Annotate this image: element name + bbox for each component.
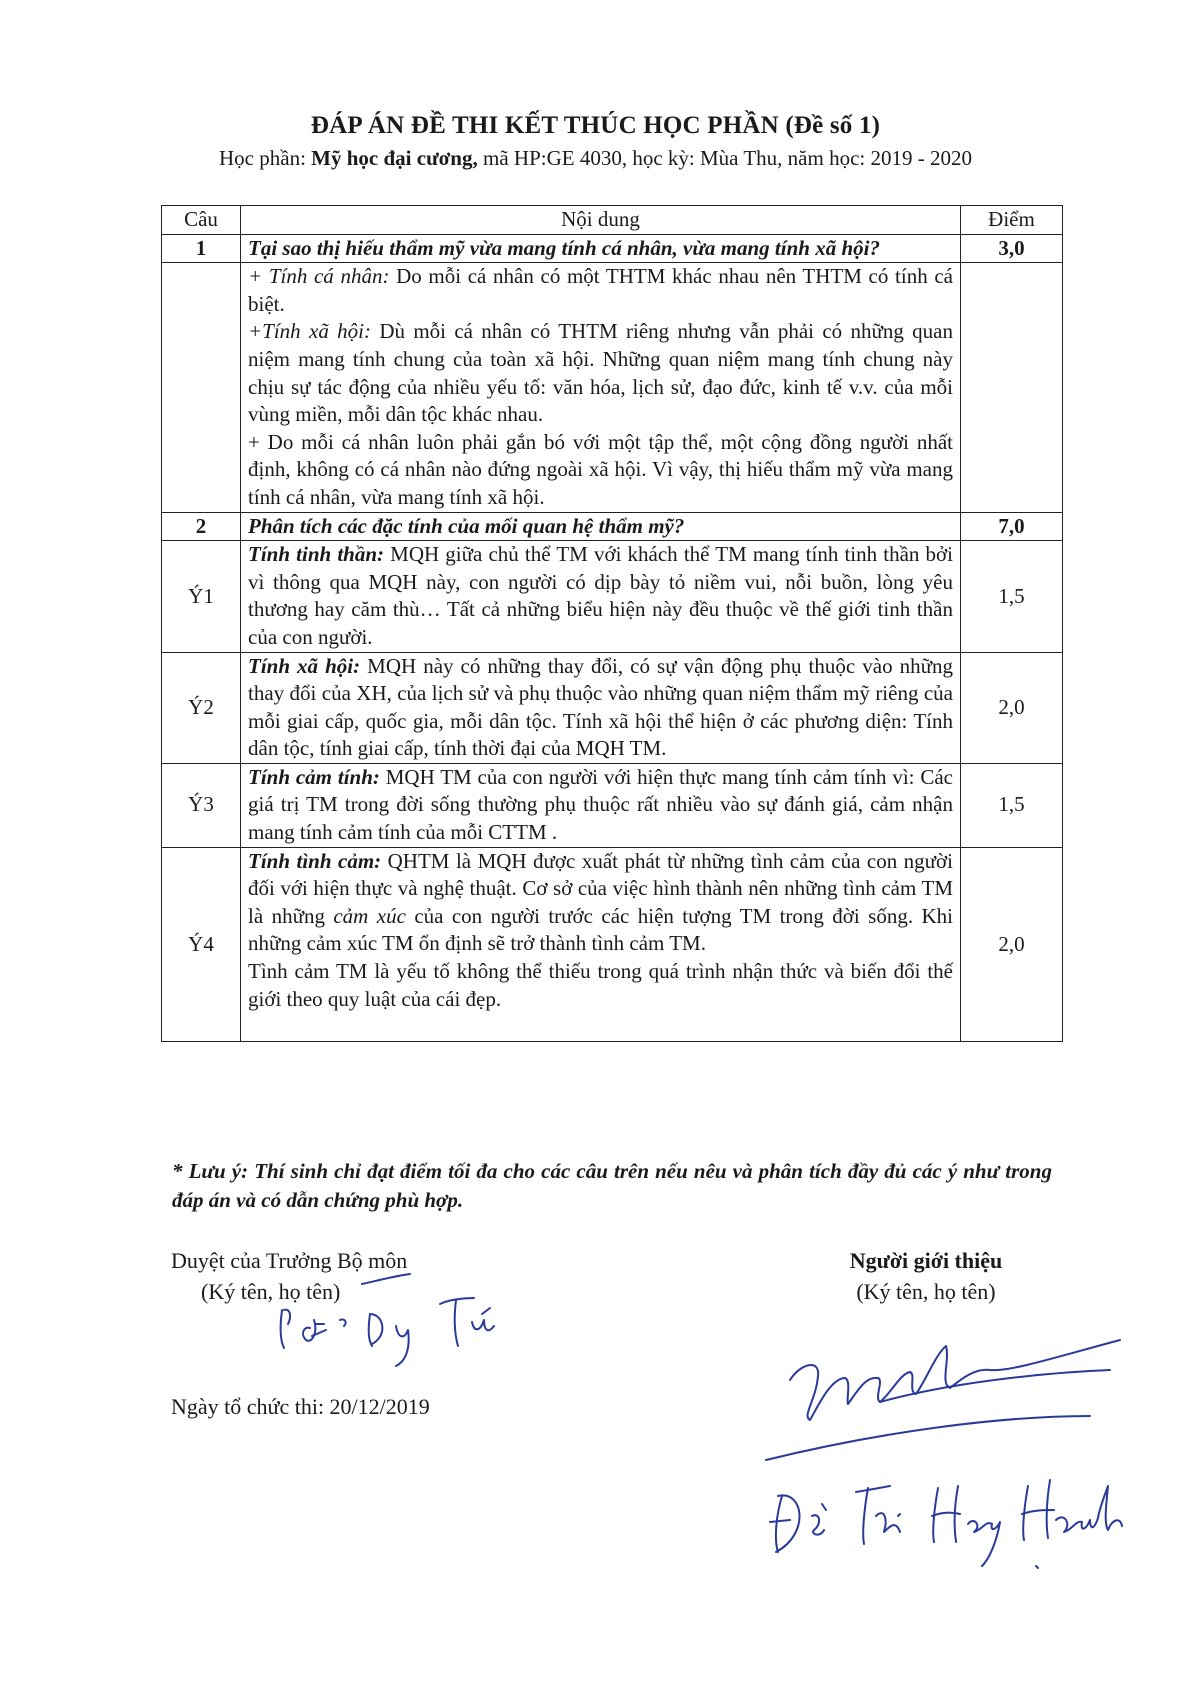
q1-score: 3,0 — [961, 234, 1063, 263]
document-title: ĐÁP ÁN ĐỀ THI KẾT THÚC HỌC PHẦN (Đề số 1) — [310, 112, 881, 139]
q2-item-text: MQH TM của con người với hiện thực mang tính cảm tính vì: Các giá trị TM trong đời sống thường phụ thuộc rất nhiều vào sự đánh giá, cảm nhận mang tính cảm tính của mỗi CTTM . — [248, 764, 954, 845]
q1-number: 1 — [162, 234, 241, 263]
q2-question-row — [162, 512, 1063, 541]
q2-item-row — [162, 763, 1063, 847]
right-signature — [760, 1320, 1180, 1620]
q2-item-4-para-2: Tình cảm TM là yếu tố không thể thiếu trong quá trình nhận thức và biến đổi thế giới theo quy luật của cái đẹp. — [248, 959, 953, 1011]
q2-item-text: MQH giữa chủ thể TM với khách thể TM mang tính tinh thần bởi vì thông qua MQH này, con người có dịp bày tỏ niềm vui, nỗi buồn, lòng yêu thương hay căm thù… Tất cả những biểu hiện này đều thuộc về thế giới tinh thần của con người. — [248, 542, 953, 649]
approval-title: Duyệt của Trưởng Bộ môn — [171, 1248, 408, 1273]
q2-item-lead: Tính xã hội: — [248, 653, 361, 678]
q2-number: 2 — [162, 512, 241, 541]
q2-item-lead: Tính cảm tính: — [248, 764, 380, 789]
q1-point-2-text: Dù mỗi cá nhân có THTM riêng nhưng vẫn phải có những quan niệm mang tính chung của toàn xã hội. Những quan niệm mang tính chung này chịu sự tác động của nhiều yếu tố: văn hóa, lịch sử, đạo đức, kinh tế v.v. của mỗi vùng miền, mỗi dân tộc khác nhau. — [248, 319, 953, 427]
q1-answer-row — [162, 263, 1063, 512]
q1-empty-score — [961, 263, 1063, 512]
q2-item-content — [241, 763, 961, 847]
document-subtitle — [0, 146, 1191, 171]
q1-point-1 — [248, 263, 953, 318]
q2-item-content — [241, 847, 961, 1042]
q2-item-row — [162, 652, 1063, 763]
introducer-subtitle: (Ký tên, họ tên) — [856, 1279, 996, 1304]
table-header-row — [162, 206, 1063, 235]
q2-item-text: MQH này có những thay đổi, có sự vận động phụ thuộc vào những thay đổi của XH, của lịch sử và phụ thuộc vào những quan niệm thẩm mỹ riêng của mỗi giai cấp, quốc gia, mỗi dân tộc. Tính xã hội thể hiện ở các phương diện: Tính dân tộc, tính giai cấp, tính thời đại của MQH TM. — [248, 653, 953, 761]
q1-point-2-lead: +Tính xã hội: — [248, 319, 371, 344]
q2-item-score: 1,5 — [961, 763, 1063, 847]
q2-item-score: 1,5 — [961, 541, 1063, 652]
q1-question: Tại sao thị hiếu thẩm mỹ vừa mang tính cá nhân, vừa mang tính xã hội? — [241, 234, 961, 263]
q2-item-label: Ý4 — [162, 847, 241, 1042]
q2-item-score: 2,0 — [961, 652, 1063, 763]
exam-date: Ngày tổ chức thi: 20/12/2019 — [171, 1394, 430, 1419]
q2-item-label: Ý3 — [162, 763, 241, 847]
q2-item-label: Ý2 — [162, 652, 241, 763]
note-text: * Lưu ý: Thí sinh chỉ đạt điểm tối đa cho các câu trên nếu nêu và phân tích đầy đủ các ý như trong đáp án và có dẫn chứng phù hợp. — [172, 1159, 1052, 1212]
q1-point-2 — [248, 318, 953, 428]
header-cau: Câu — [162, 206, 241, 235]
q2-question: Phân tích các đặc tính của mối quan hệ thẩm mỹ? — [241, 512, 961, 541]
q1-point-3: + Do mỗi cá nhân luôn phải gắn bó với một tập thể, một cộng đồng người nhất định, không có cá nhân nào đứng ngoài xã hội. Vì vậy, thị hiếu thẩm mỹ vừa mang tính cá nhân, vừa mang tính xã hội. — [248, 429, 953, 509]
q2-item-4-para-1 — [248, 848, 953, 958]
q2-item-text-b: của con người trước các hiện tượng TM trong đời sống. Khi những cảm xúc TM ổn định sẽ trở thành tình cảm TM. — [248, 903, 953, 956]
introducer-block — [826, 1245, 1026, 1307]
q1-question-row — [162, 234, 1063, 263]
q2-item-emphasis: cảm xúc — [333, 903, 406, 928]
q2-item-row — [162, 541, 1063, 652]
q2-score: 7,0 — [961, 512, 1063, 541]
q2-item-content — [241, 541, 961, 652]
subtitle-prefix: Học phần: — [219, 146, 312, 170]
header-noi-dung: Nội dung — [241, 206, 961, 235]
q1-empty-num — [162, 263, 241, 512]
q2-item-score: 2,0 — [961, 847, 1063, 1042]
left-signature — [270, 1270, 530, 1380]
q2-item-content — [241, 652, 961, 763]
q1-answer — [241, 263, 961, 512]
q2-item-lead: Tính tinh thần: — [248, 542, 385, 567]
introducer-title: Người giới thiệu — [849, 1248, 1003, 1273]
answer-table — [161, 205, 1063, 1042]
q2-item-text-a: QHTM là MQH được xuất phát từ những tình cảm của con người đối với hiện thực và nghệ thuật. Cơ sở của việc hình thành nên những tình cảm TM là những — [248, 848, 953, 928]
q1-point-1-text: Do mỗi cá nhân có một THTM khác nhau nên THTM có tính cá biệt. — [248, 264, 953, 316]
subtitle-suffix: mã HP:GE 4030, học kỳ: Mùa Thu, năm học: 2019 - 2020 — [477, 146, 972, 170]
q2-item-lead: Tính tình cảm: — [248, 848, 382, 873]
q1-point-1-lead: + Tính cá nhân: — [248, 264, 390, 289]
q2-item-row — [162, 847, 1063, 1042]
approval-subtitle: (Ký tên, họ tên) — [201, 1279, 341, 1304]
subject-name: Mỹ học đại cương, — [311, 146, 478, 170]
q2-item-label: Ý1 — [162, 541, 241, 652]
header-diem: Điểm — [961, 206, 1063, 235]
